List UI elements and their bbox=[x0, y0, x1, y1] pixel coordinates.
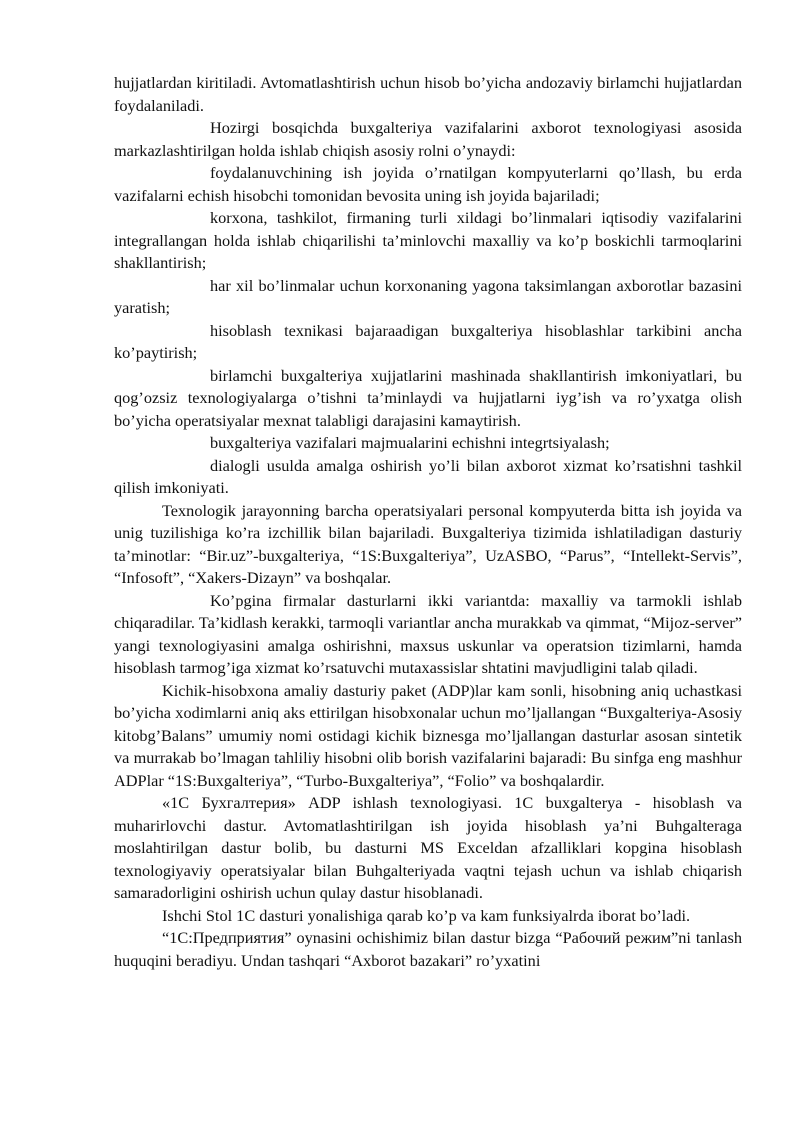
paragraph-13: «1C Бухгалтерия» ADP ishlash texnologiyasi. 1C buxgalterya - hisoblash va muharirlovchi dastur. Avtomatlashtirilgan ish joyida hisoblash ya’ni Buhgalteraga moslahtirilgan dastur bolib, bu dasturni MS Exceldan afzalliklari kopgina hisoblash texnologiyaviy operatsiyalar bilan Buhgalteriyada vaqtni tejash uchun va ishlab chiqarish samaradorligini oshirish uchun qulay dastur hisoblanadi. bbox=[114, 793, 742, 902]
paragraph-4: korxona, tashkilot, firmaning turli xildagi bo’linmalari iqtisodiy vazifalarini integrallangan holda ishlab chiqarilishi ta’minlovchi maxalliy va ko’p boskichli tarmoqlarini shakllantirish; bbox=[114, 208, 742, 272]
paragraph-8: buxgalteriya vazifalari majmualarini echishni integrtsiyalash; bbox=[210, 433, 610, 452]
paragraph-14: Ishchi Stol 1C dasturi yonalishiga qarab ko’p va kam funksiyalrda iborat bo’ladi. bbox=[162, 905, 691, 925]
document-page bbox=[114, 72, 742, 972]
paragraph-9: dialogli usulda amalga oshirish yo’li bilan axborot xizmat ko’rsatishni tashkil qilish imkoniyati. bbox=[114, 455, 742, 497]
paragraph-5: har xil bo’linmalar uchun korxonaning yagona taksimlangan axborotlar bazasini yaratish; bbox=[114, 275, 742, 317]
paragraph-1: hujjatlardan kiritiladi. Avtomatlashtirish uchun hisob bo’yicha andozaviy birlamchi hujjatlardan foydalaniladi. bbox=[114, 73, 742, 115]
paragraph-11: Ko’pgina firmalar dasturlarni ikki variantda: maxalliy va tarmokli ishlab chiqaradilar. Ta’kidlash kerakki, tarmoqli variantlar ancha murakkab va qimmat, “Mijoz-server” yangi texnologiyasini amalga oshirishni, maxsus uskunlar va operatsion tizimlarni, hamda hisoblash tarmog’iga xizmat ko’rsatuvchi mutaxassislar shtatini mavjudligini talab qiladi. bbox=[114, 590, 742, 677]
paragraph-7: birlamchi buxgalteriya xujjatlarini mashinada shakllantirish imkoniyatlari, bu qog’ozsiz texnologiyalarga o’tishni ta’minlaydi va hujjatlarni iyg’ish va ro’yxatga olish bo’yicha operatsiyalar mexnat talabligi darajasini kamaytirish. bbox=[114, 365, 742, 430]
paragraph-10: Texnologik jarayonning barcha operatsiyalari personal kompyuterda bitta ish joyida va unig tuzilishiga ko’ra izchillik bilan bajariladi. Buxgalteriya tizimida ishlatiladigan dasturiy ta’minotlar: “Bir.uz”-buxgalteriya, “1S:Buxgalteriya”, UzASBO, “Parus”, “Intellekt-Servis”, “Infosoft”, “Xakers-Dizayn” va boshqalar. bbox=[114, 500, 742, 587]
paragraph-6: hisoblash texnikasi bajaraadigan buxgalteriya hisoblashlar tarkibini ancha ko’paytirish; bbox=[114, 320, 742, 362]
paragraph-2: Hozirgi bosqichda buxgalteriya vazifalarini axborot texnologiyasi asosida markazlashtirilgan holda ishlab chiqish asosiy rolni o’ynaydi: bbox=[114, 118, 742, 160]
paragraph-15: “1C:Предприятия” oynasini ochishimiz bilan dastur bizga “Рабочий режим”ni tanlash huquqini beradiyu. Undan tashqari “Axborot bazakari” ro’yxatini bbox=[114, 928, 742, 970]
paragraph-3: foydalanuvchining ish joyida o’rnatilgan kompyuterlarni qo’llash, bu erda vazifalarni echish hisobchi tomonidan bevosita uning ish joyida bajariladi; bbox=[114, 163, 742, 205]
paragraph-12: Kichik-hisobxona amaliy dasturiy paket (ADP)lar kam sonli, hisobning aniq uchastkasi bo’yicha xodimlarni aniq aks ettirilgan hisobxonalar uchun mo’ljallangan “Buxgalteriya-Asosiy kitobg’Balans” umumiy nomi ostidagi kichik biznesga mo’ljallangan dasturlar asosan sintetik va murrakab bo’lmagan tahliliy hisobni olib borish vazifalarini bajaradi: Bu sinfga eng mashhur ADPlar “1S:Buxgalteriya”, “Turbo-Buxgalteriya”, “Folio” va boshqalardir. bbox=[114, 680, 742, 790]
